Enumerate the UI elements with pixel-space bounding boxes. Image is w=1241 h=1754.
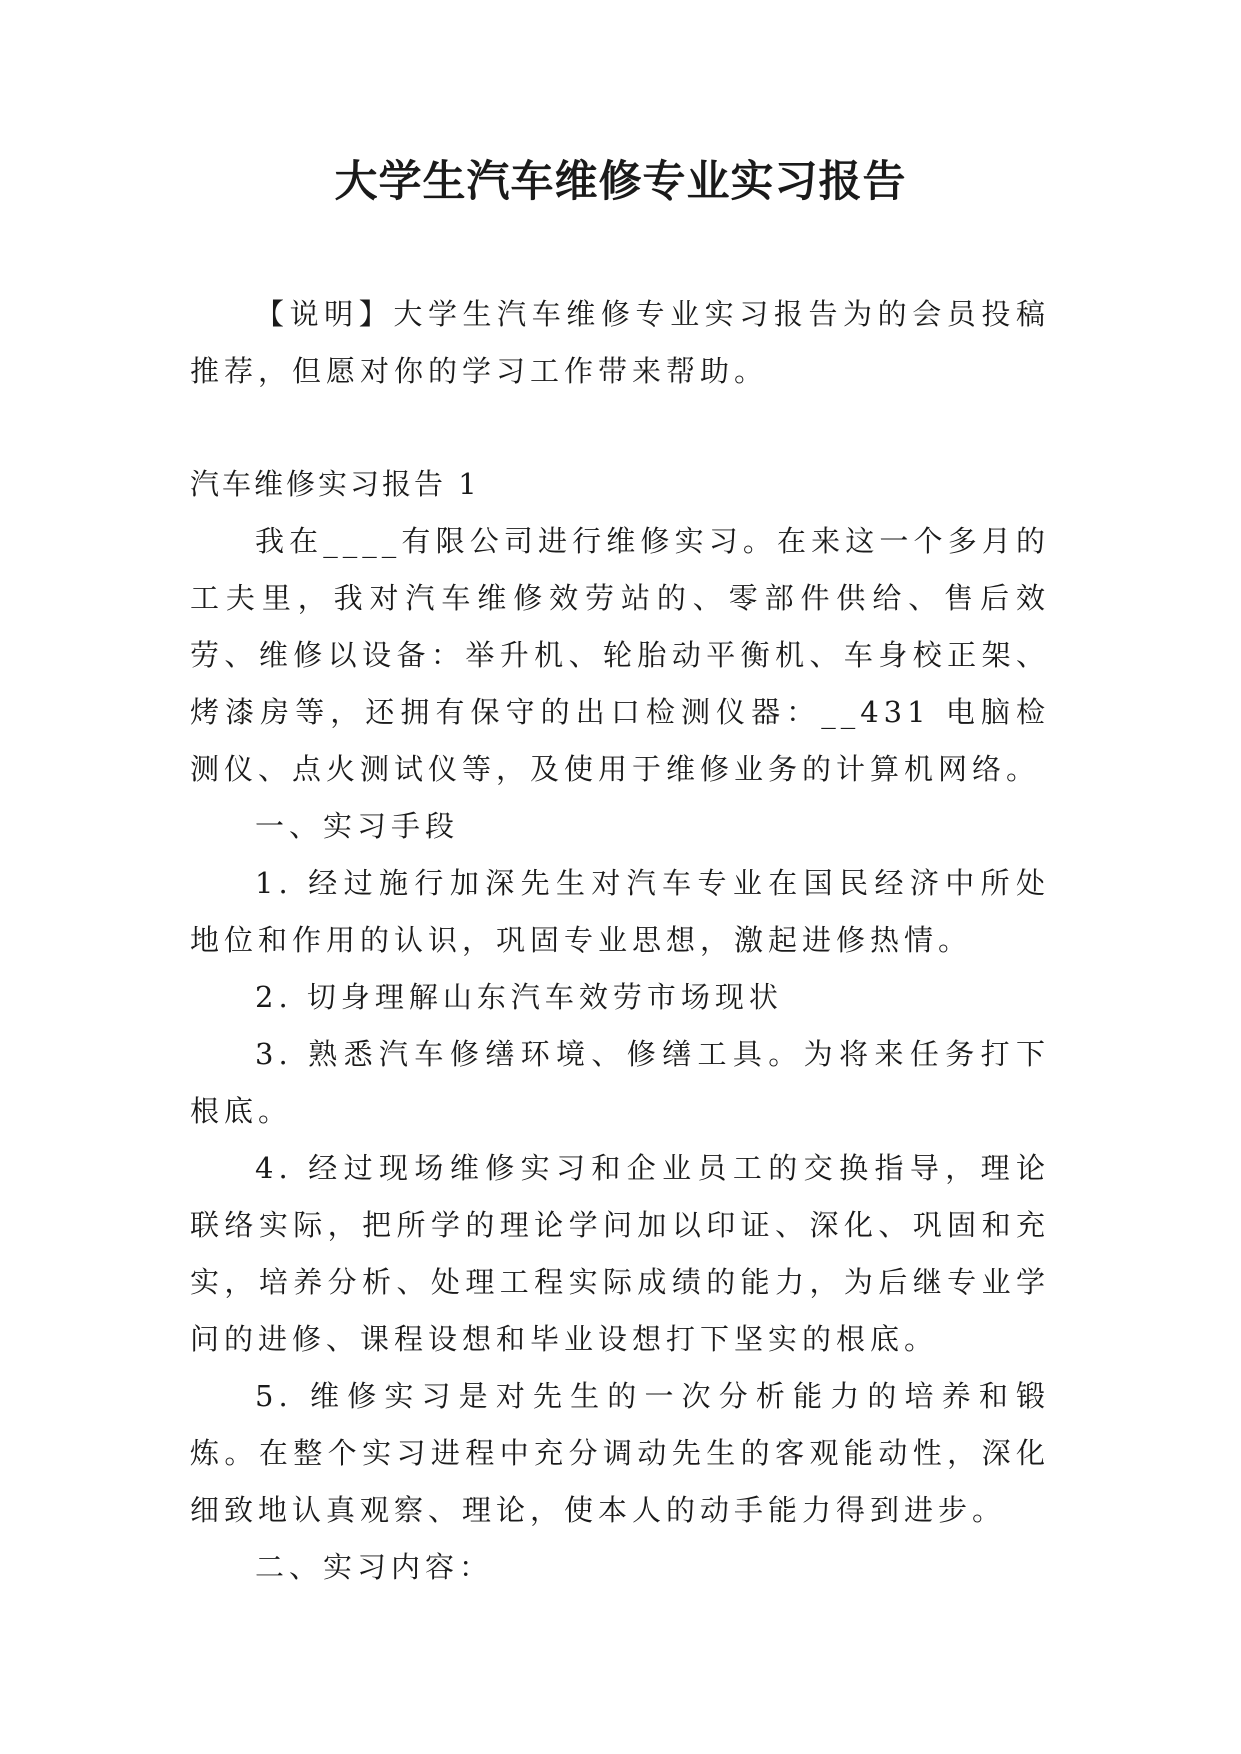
document-body [190,286,1050,1596]
subheading-purpose: 一、实习手段 [255,809,460,843]
list-item: 1. 经过施行加深先生对汽车专业在国民经济中所处地位和作用的认识，巩固专业思想，激起进修热情。 [190,866,1050,957]
list-item: 2. 切身理解山东汽车效劳市场现状 [255,980,783,1014]
spacer [190,400,1050,456]
intro-paragraph: 【说明】大学生汽车维修专业实习报告为的会员投稿推荐，但愿对你的学习工作带来帮助。 [190,297,1050,388]
body-paragraph: 我在____有限公司进行维修实习。在来这一个多月的工夫里，我对汽车维修效劳站的、零部件供给、售后效劳、维修以设备：举升机、轮胎动平衡机、车身校正架、烤漆房等，还拥有保守的出口检测仪器：__431 电脑检测仪、点火测试仪等，及使用于维修业务的计算机网络。 [190,524,1050,786]
list-item: 4. 经过现场维修实习和企业员工的交换指导，理论联络实际，把所学的理论学问加以印证、深化、巩固和充实，培养分析、处理工程实际成绩的能力，为后继专业学问的进修、课程设想和毕业设想打下坚实的根底。 [190,1151,1050,1356]
list-item: 5. 维修实习是对先生的一次分析能力的培养和锻炼。在整个实习进程中充分调动先生的客观能动性，深化细致地认真观察、理论，使本人的动手能力得到进步。 [190,1379,1050,1527]
section-title: 汽车维修实习报告 1 [190,467,480,501]
list-item: 3. 熟悉汽车修缮环境、修缮工具。为将来任务打下根底。 [190,1037,1050,1128]
document-title: 大学生汽车维修专业实习报告 [334,157,907,207]
subheading-content: 二、实习内容： [255,1550,494,1584]
